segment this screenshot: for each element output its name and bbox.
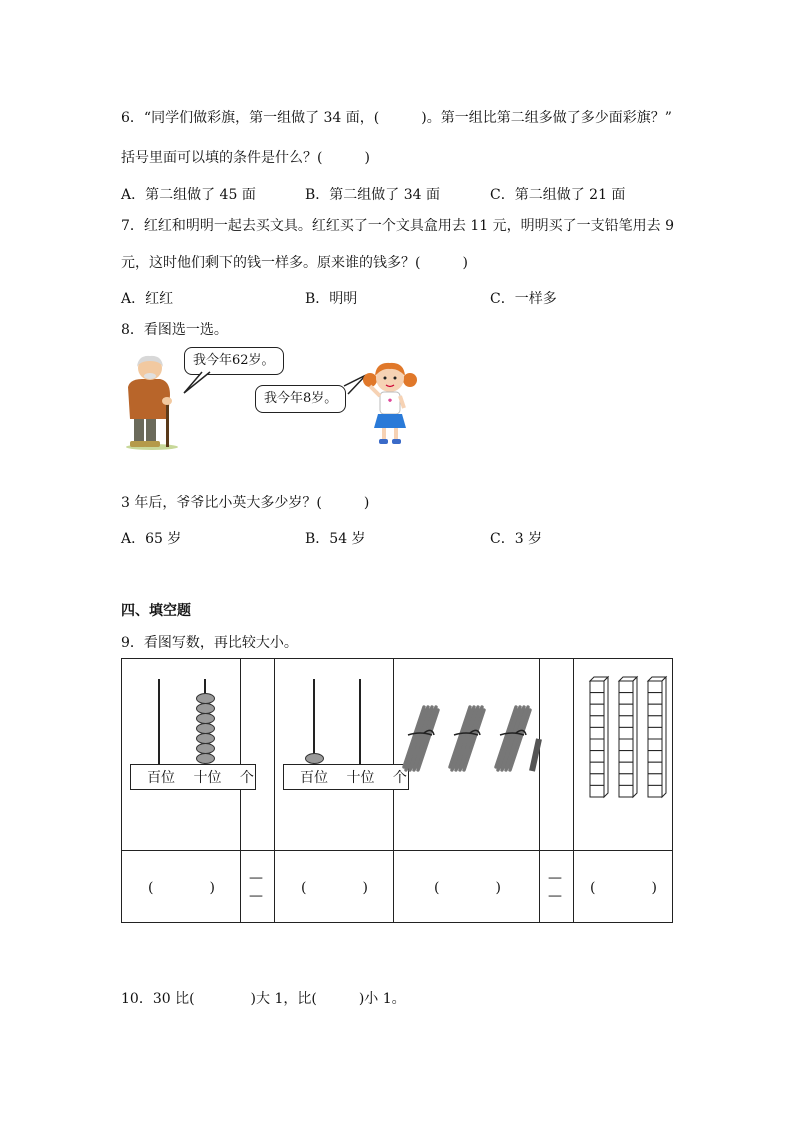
q6-option-b: B．第二组做了 34 面 (305, 187, 441, 203)
abacus-bead (196, 703, 215, 714)
q7-option-a: A．红红 (121, 291, 174, 307)
q7-option-b: B．明明 (305, 291, 358, 307)
compare-blank-1[interactable]: — — (249, 870, 263, 904)
ten-rod (648, 677, 666, 797)
q8-option-b: B．54 岁 (305, 531, 366, 547)
stick-bundle (450, 707, 484, 770)
section-title: 四、填空题 (121, 603, 191, 619)
q8-option-a: A．65 岁 (121, 531, 182, 547)
abacus-bead (196, 753, 215, 764)
girl-illustration (360, 360, 420, 446)
abacus-bead (196, 693, 215, 704)
answer-blank-4[interactable]: ( ) (590, 880, 657, 896)
answer-cell-3 (394, 851, 540, 923)
abacus-1-place-labels: 百位 十位 个 (130, 764, 256, 790)
q8-option-c: C．3 岁 (490, 531, 543, 547)
q9-title: 9．看图写数，再比较大小。 (121, 635, 298, 651)
abacus-2-cell (275, 659, 407, 851)
grandpa-speech-bubble: 我今年62岁。 (184, 347, 284, 375)
stick-bundle (496, 707, 530, 770)
q7-line1: 7．红红和明明一起去买文具。红红买了一个文具盒用去 11 元，明明买了一支铅笔用去 9 (121, 218, 674, 234)
abacus-1-cell (122, 659, 254, 851)
stick-bundle (404, 707, 438, 770)
q6-option-a: A．第二组做了 45 面 (121, 187, 256, 203)
grandpa-bubble-tail (182, 371, 212, 395)
q6-option-c: C．第二组做了 21 面 (490, 187, 626, 203)
compare-cell-2 (540, 851, 574, 923)
q6-line2: 括号里面可以填的条件是什么？( ) (121, 150, 370, 166)
stick-bundles (394, 659, 539, 846)
q10-text: 10．30 比( )大 1，比( )小 1。 (121, 991, 406, 1007)
abacus-2-place-labels: 百位 十位 个 (283, 764, 409, 790)
girl-speech-bubble: 我今年8岁。 (255, 385, 346, 413)
answer-cell-4 (574, 851, 673, 923)
ten-rods-cell (574, 659, 673, 851)
ten-rod (619, 677, 637, 797)
ten-rods (574, 659, 672, 846)
abacus-bead (196, 743, 215, 754)
compare-cell-1-top (241, 659, 275, 851)
grandpa-illustration (120, 355, 184, 451)
compare-cell-1 (241, 851, 275, 923)
q6-line1: 6．“同学们做彩旗，第一组做了 34 面，( )。第一组比第二组多做了多少面彩旗？” (121, 110, 672, 126)
compare-blank-2[interactable]: — — (548, 870, 562, 904)
answer-blank-1[interactable]: ( ) (148, 880, 215, 896)
ten-rod (590, 677, 608, 797)
answer-cell-2 (275, 851, 394, 923)
q7-line2: 元，这时他们剩下的钱一样多。原来谁的钱多？( ) (121, 255, 468, 271)
q7-option-c: C．一样多 (490, 291, 557, 307)
bundles-cell (394, 659, 540, 851)
abacus-bead (196, 723, 215, 734)
abacus-bead (196, 713, 215, 724)
q8-question: 3 年后，爷爷比小英大多少岁？( ) (121, 495, 370, 511)
answer-blank-3[interactable]: ( ) (434, 880, 501, 896)
compare-cell-2-top (540, 659, 574, 851)
abacus-bead (196, 733, 215, 744)
q9-grid (121, 658, 673, 923)
single-stick (532, 739, 539, 771)
abacus-1-hundreds-rod (158, 679, 160, 765)
answer-blank-2[interactable]: ( ) (301, 880, 368, 896)
q8-title: 8．看图选一选。 (121, 322, 228, 338)
abacus-2-tens-rod (359, 679, 361, 765)
answer-cell-1 (122, 851, 241, 923)
abacus-bead (305, 753, 324, 764)
